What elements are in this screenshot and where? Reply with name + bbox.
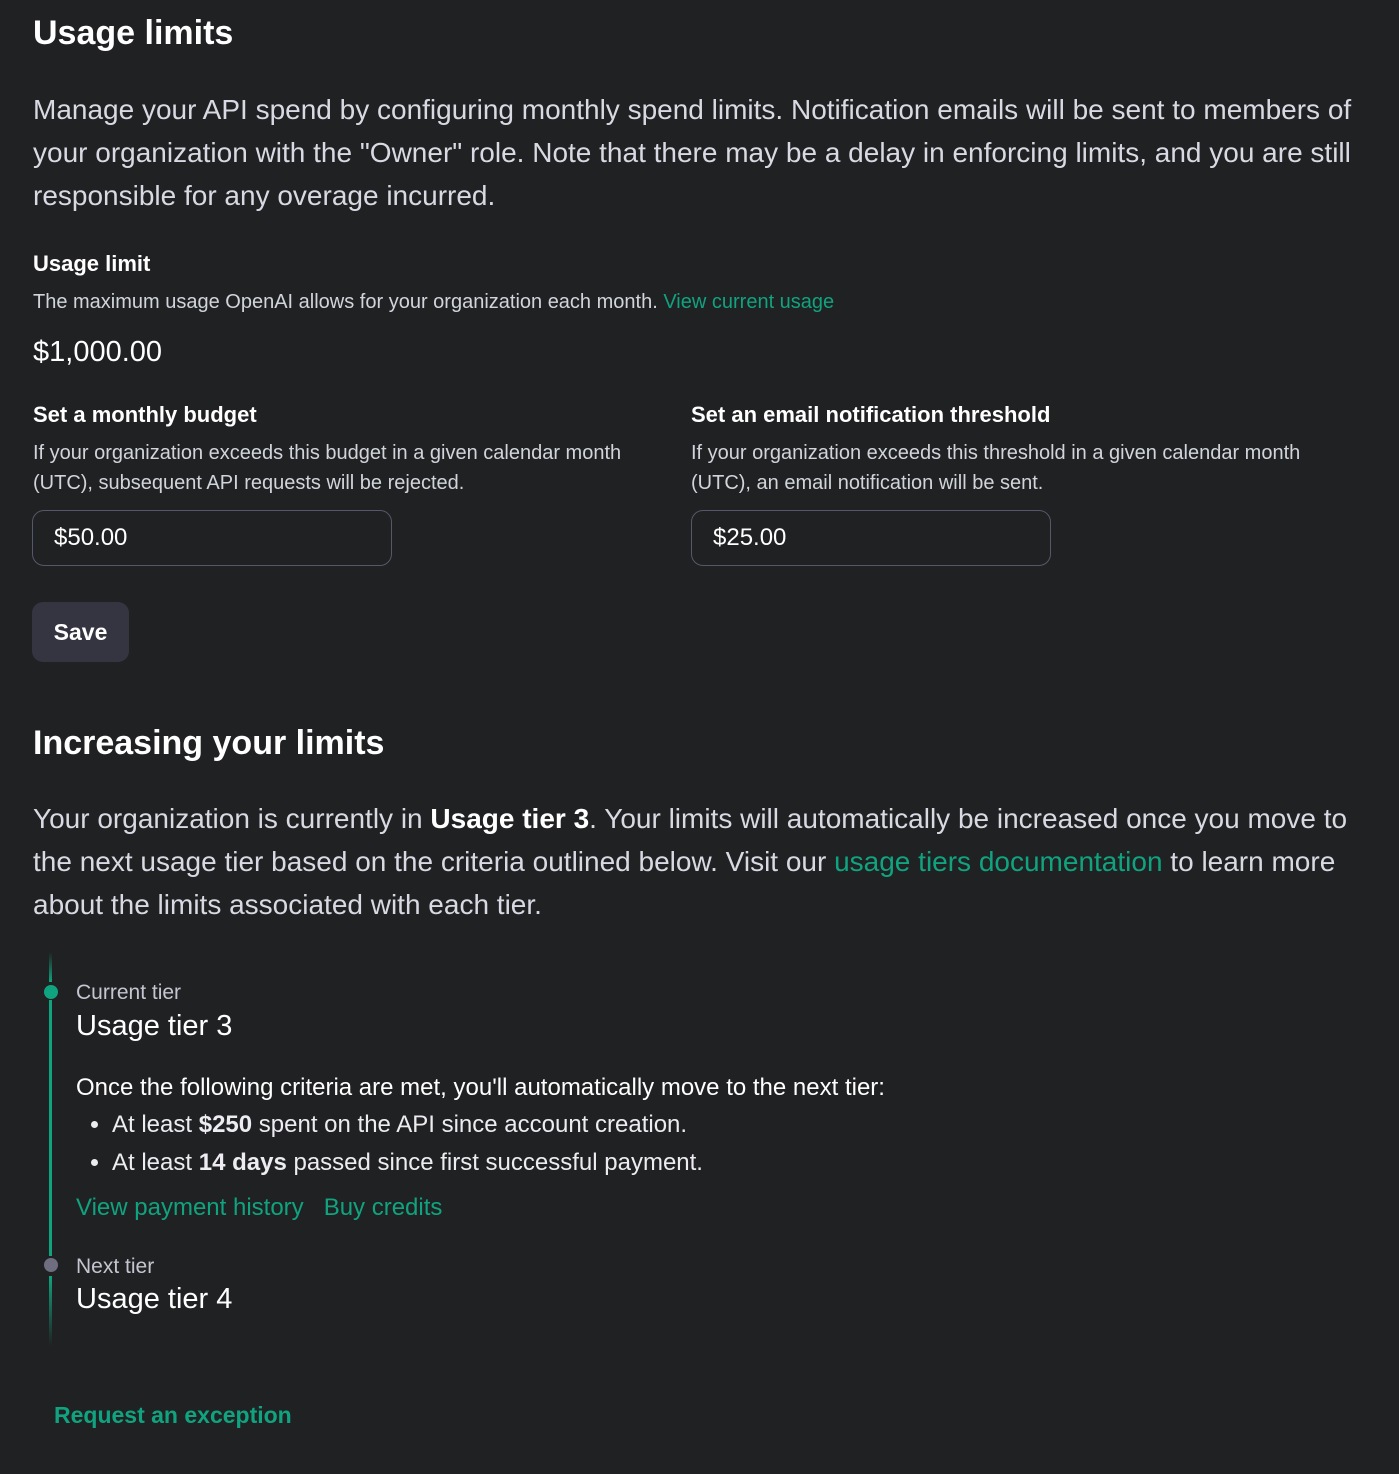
next-tier-dot-icon [44,1258,58,1272]
save-button[interactable]: Save [32,602,129,662]
budget-label: Set a monthly budget [33,402,257,427]
text: Your organization is currently in [33,803,431,834]
buy-credits-link[interactable]: Buy credits [323,1194,443,1221]
current-tier-label: Current tier [76,981,182,1004]
monthly-budget-input[interactable] [32,510,392,566]
view-current-usage-link[interactable]: View current usage [663,291,835,313]
budget-desc: If your organization exceeds this budget in a given calendar month (UTC), subsequent API requests will be rejected. [33,442,622,494]
usage-limit-desc [33,287,834,317]
intro-text: Manage your API spend by configuring monthly spend limits. Notification emails will be sent to members of your organization with the "Owner" role. Note that there may be a delay in enforcing limits, and you are still responsible for any overage incurred. [33,94,1352,211]
increasing-limits-title: Increasing your limits [33,724,385,762]
timeline-line [49,1000,52,1256]
timeline-line [49,952,52,982]
next-tier-label: Next tier [76,1255,155,1278]
criteria-item: • At least 14 days passed since first successful payment. [112,1144,703,1182]
criteria-list [76,1106,703,1182]
text: . Your limits will automatically be increased once you move to the next usage tier based on the criteria outlined below. Visit our [33,803,1348,877]
timeline-line [49,1276,52,1346]
request-exception-link[interactable]: Request an exception [54,1402,292,1428]
usage-limit-label: Usage limit [33,251,151,276]
view-payment-history-link[interactable]: View payment history [76,1194,304,1221]
usage-limit-desc-text: The maximum usage OpenAI allows for your organization each month. [33,291,658,313]
usage-limit-value: $1,000.00 [33,336,163,368]
text: to learn more about the limits associated with each tier. [33,846,1336,920]
current-tier-dot-icon [44,985,58,999]
threshold-desc: If your organization exceeds this threshold in a given calendar month (UTC), an email notification will be sent. [691,442,1301,494]
current-tier-value: Usage tier 3 [76,1010,233,1042]
threshold-label: Set an email notification threshold [691,402,1051,427]
page-title: Usage limits [33,14,234,52]
usage-tiers-docs-link[interactable]: usage tiers documentation [834,846,1163,877]
criteria-item: • At least $250 spent on the API since account creation. [112,1106,703,1144]
next-tier-value: Usage tier 4 [76,1283,233,1315]
notification-threshold-input[interactable] [691,510,1051,566]
increasing-text [33,797,1353,926]
criteria-intro: Once the following criteria are met, you'll automatically move to the next tier: [76,1074,885,1101]
current-tier-bold: Usage tier 3 [430,803,590,834]
